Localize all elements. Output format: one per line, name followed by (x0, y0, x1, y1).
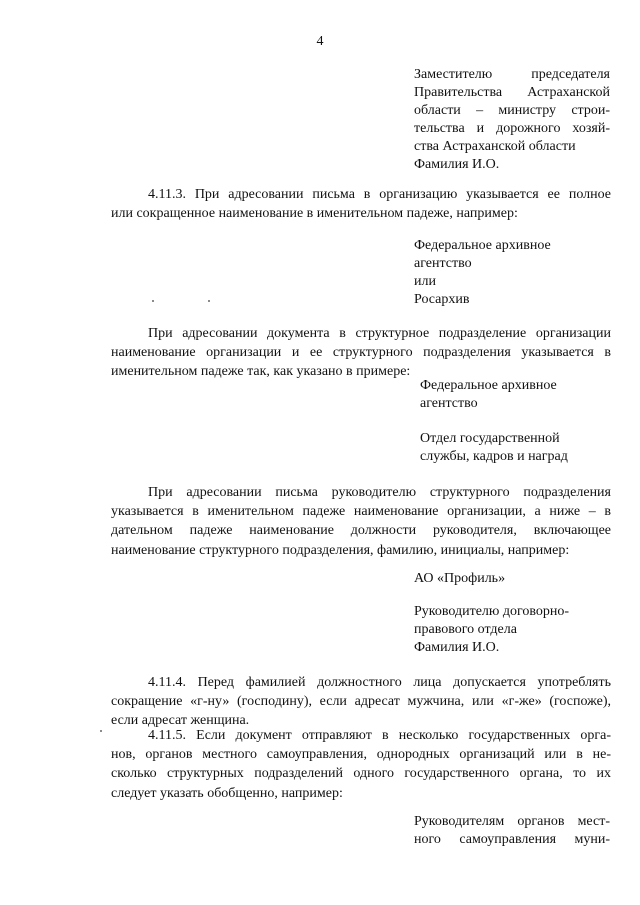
scan-speck (100, 730, 102, 732)
addressee-block-department (420, 430, 568, 466)
paragraph-line: сколько структурных подразделений одного государственного органа, то их (111, 766, 611, 782)
addressee-line: Федеральное архивное (420, 378, 557, 393)
paragraph-line: или сокращенное наименование в именительном падеже, например: (111, 206, 518, 222)
addressee-line: Федеральное архивное (414, 238, 551, 253)
addressee-block-archive-agency-2 (420, 377, 557, 413)
addressee-line: агентство (414, 256, 472, 271)
paragraph-line: наименование структурного подразделения, фамилию, инициалы, например: (111, 542, 570, 558)
paragraph-line: 4.11.3. При адресовании письма в организацию указывается ее полное (148, 187, 611, 202)
addressee-line: АО «Профиль» (414, 571, 506, 586)
paragraph-line: При адресовании документа в структурное подразделение организации (148, 326, 611, 341)
addressee-line: агентство (420, 396, 478, 411)
paragraph-line: нов, органов местного самоуправления, однородных организаций или в не- (111, 747, 611, 763)
paragraph-line: При адресовании письма руководителю структурного подразделения (148, 485, 611, 500)
paragraph-line: дательном падеже наименование должности руководителя, включающее (111, 523, 611, 539)
paragraph-4-11-3 (111, 185, 611, 223)
addressee-line: Руководителю договорно- (414, 604, 570, 619)
paragraph-head-of-subdivision (111, 483, 611, 560)
paragraph-line: именительном падеже так, как указано в примере: (111, 364, 411, 380)
paragraph-line: указывается в именительном падеже наименование организации, а ниже – в (111, 504, 611, 520)
addressee-block-local-government (414, 813, 610, 849)
scan-speck (152, 300, 154, 302)
scan-speck (208, 300, 210, 302)
addressee-block-company (414, 570, 505, 588)
addressee-block-deputy (414, 66, 610, 174)
addressee-line: Фамилия И.О. (414, 640, 500, 655)
addressee-line: Руководителям органов мест- (414, 814, 610, 829)
addressee-line: ного самоуправления муни- (414, 832, 610, 847)
addressee-line: области – министру строи- (414, 103, 610, 118)
addressee-line: ства Астраханской области (414, 139, 576, 154)
addressee-line: службы, кадров и наград (420, 449, 568, 464)
paragraph-line: сокращение «г-ну» (господину), если адресат мужчина, или «г-же» (госпоже), (111, 694, 611, 710)
paragraph-line: наименование организации и ее структурного подразделения указывается в (111, 345, 611, 361)
addressee-block-legal-dept (414, 603, 569, 657)
addressee-line: Заместителю председателя (414, 67, 610, 82)
paragraph-line: если адресат женщина. (111, 713, 250, 729)
paragraph-line: следует указать обобщенно, например: (111, 785, 343, 801)
paragraph-4-11-5 (111, 726, 611, 803)
addressee-line: Правительства Астраханской (414, 85, 610, 100)
paragraph-line: 4.11.5. Если документ отправляют в несколько государственных орга- (148, 728, 611, 743)
addressee-line: правового отдела (414, 622, 517, 637)
addressee-line: Фамилия И.О. (414, 157, 500, 172)
addressee-block-archive-agency (414, 237, 551, 309)
addressee-line: или (414, 274, 436, 289)
paragraph-4-11-4 (111, 673, 611, 731)
paragraph-line: 4.11.4. Перед фамилией должностного лица допускается употреблять (148, 675, 611, 690)
paragraph-structural-subdivision (111, 324, 611, 382)
addressee-line: Росархив (414, 292, 470, 307)
addressee-line: тельства и дорожного хозяй- (414, 121, 610, 136)
page-number: 4 (316, 34, 324, 49)
addressee-line: Отдел государственной (420, 431, 560, 446)
